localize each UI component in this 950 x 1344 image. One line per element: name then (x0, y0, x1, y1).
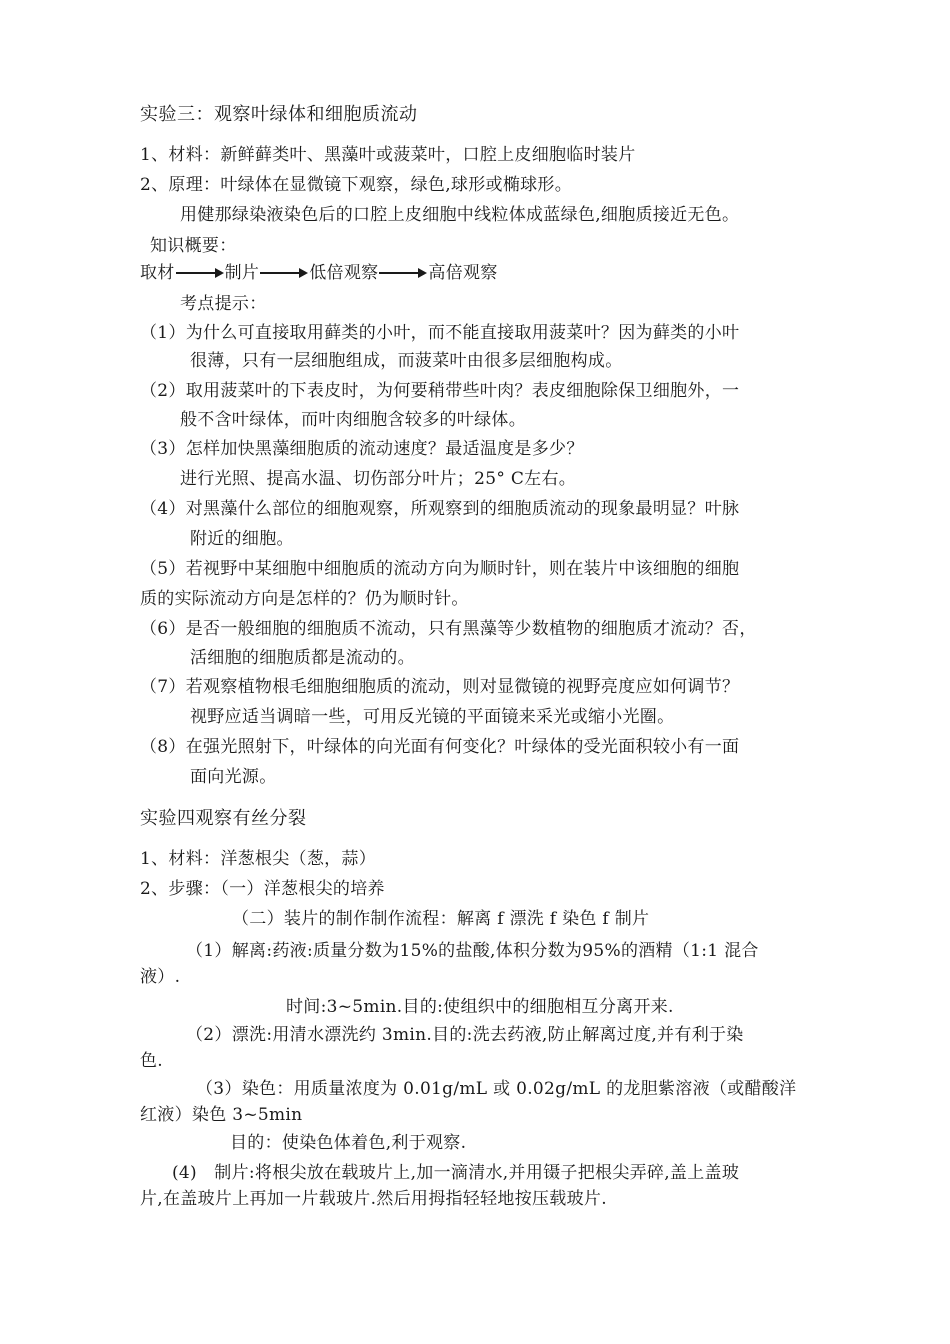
s4-line-2: 片,在盖玻片上再加一片载玻片.然后用拇指轻轻地按压载玻片. (140, 1189, 607, 1209)
s4-line-1: (4) 制片:将根尖放在载玻片上,加一滴清水,并用镊子把根尖弄碎,盖上盖玻 (172, 1163, 740, 1183)
flow-step-1: 取材 (140, 263, 175, 283)
overview-label: 知识概要： (150, 236, 237, 256)
q8-line-1: （8）在强光照射下，叶绿体的向光面有何变化？叶绿体的受光面积较小有一面 (140, 737, 740, 757)
exp3-title: 实验三：观察叶绿体和细胞质流动 (140, 104, 418, 125)
q3-line-1: （3）怎样加快黑藻细胞质的流动速度？最适温度是多少？ (140, 439, 584, 459)
q2-line-1: （2）取用菠菜叶的下表皮时，为何要稍带些叶肉？表皮细胞除保卫细胞外，一 (140, 381, 740, 401)
exp4-material: 1、材料：洋葱根尖（葱，蒜） (140, 849, 377, 869)
exp4-steps-1: 2、步骤：（一）洋葱根尖的培养 (140, 879, 385, 899)
q5-line-1: （5）若视野中某细胞中细胞质的流动方向为顺时针，则在装片中该细胞的细胞 (140, 559, 740, 579)
right-arrow-icon (176, 268, 224, 278)
q8-line-2: 面向光源。 (190, 767, 277, 787)
s1-line-2: 液）. (140, 967, 181, 987)
s1-line-1: （1）解离:药液:质量分数为15%的盐酸,体积分数为95%的酒精（1:1 混合 (186, 941, 759, 961)
s3-line-2: 红液）染色 3~5min (140, 1105, 303, 1125)
exp4-steps-2: （二）装片的制作制作流程：解离 f 漂洗 f 染色 f 制片 (232, 909, 650, 929)
flow-step-3: 低倍观察 (309, 263, 379, 283)
s1-line-3: 时间:3~5min.目的:使组织中的细胞相互分离开来. (286, 997, 674, 1017)
flow-step-2: 制片 (224, 263, 260, 283)
q6-line-1: （6）是否一般细胞的细胞质不流动，只有黑藻等少数植物的细胞质才流动？否， (140, 619, 757, 639)
q1-line-2: 很薄，只有一层细胞组成，而菠菜叶由很多层细胞构成。 (190, 351, 623, 371)
exp3-principle-1: 2、原理：叶绿体在显微镜下观察，绿色,球形或椭球形。 (140, 175, 573, 195)
flow-diagram (140, 262, 498, 284)
exp3-principle-2: 用健那绿染液染色后的口腔上皮细胞中线粒体成蓝绿色,细胞质接近无色。 (180, 205, 740, 225)
q4-line-2: 附近的细胞。 (190, 529, 294, 549)
q3-line-2: 进行光照、提高水温、切伤部分叶片；25° C左右。 (180, 469, 577, 489)
q2-line-2: 般不含叶绿体，而叶肉细胞含较多的叶绿体。 (180, 410, 526, 430)
q7-line-2: 视野应适当调暗一些，可用反光镜的平面镜来采光或缩小光圈。 (190, 707, 675, 727)
exp4-title: 实验四观察有丝分裂 (140, 808, 307, 829)
flow-step-4: 高倍观察 (428, 263, 498, 283)
q7-line-1: （7）若观察植物根毛细胞细胞质的流动，则对显微镜的视野亮度应如何调节？ (140, 677, 740, 697)
right-arrow-icon (379, 268, 427, 278)
exp3-material: 1、材料：新鲜藓类叶、黑藻叶或菠菜叶，口腔上皮细胞临时装片 (140, 145, 636, 165)
s3-line-1: （3）染色：用质量浓度为 0.01g/mL 或 0.02g/mL 的龙胆紫溶液（或醋酸洋 (196, 1079, 797, 1099)
q1-line-1: （1）为什么可直接取用藓类的小叶，而不能直接取用菠菜叶？因为藓类的小叶 (140, 323, 740, 343)
q6-line-2: 活细胞的细胞质都是流动的。 (190, 648, 415, 668)
s3-line-3: 目的：使染色体着色,利于观察. (230, 1133, 467, 1153)
right-arrow-icon (260, 268, 308, 278)
q5-line-2: 质的实际流动方向是怎样的？仍为顺时针。 (140, 589, 469, 609)
q4-line-1: （4）对黑藻什么部位的细胞观察，所观察到的细胞质流动的现象最明显？叶脉 (140, 499, 740, 519)
tips-label: 考点提示： (180, 294, 267, 314)
s2-line-1: （2）漂洗:用清水漂洗约 3min.目的:洗去药液,防止解离过度,并有利于染 (186, 1025, 744, 1045)
s2-line-2: 色. (140, 1051, 164, 1071)
